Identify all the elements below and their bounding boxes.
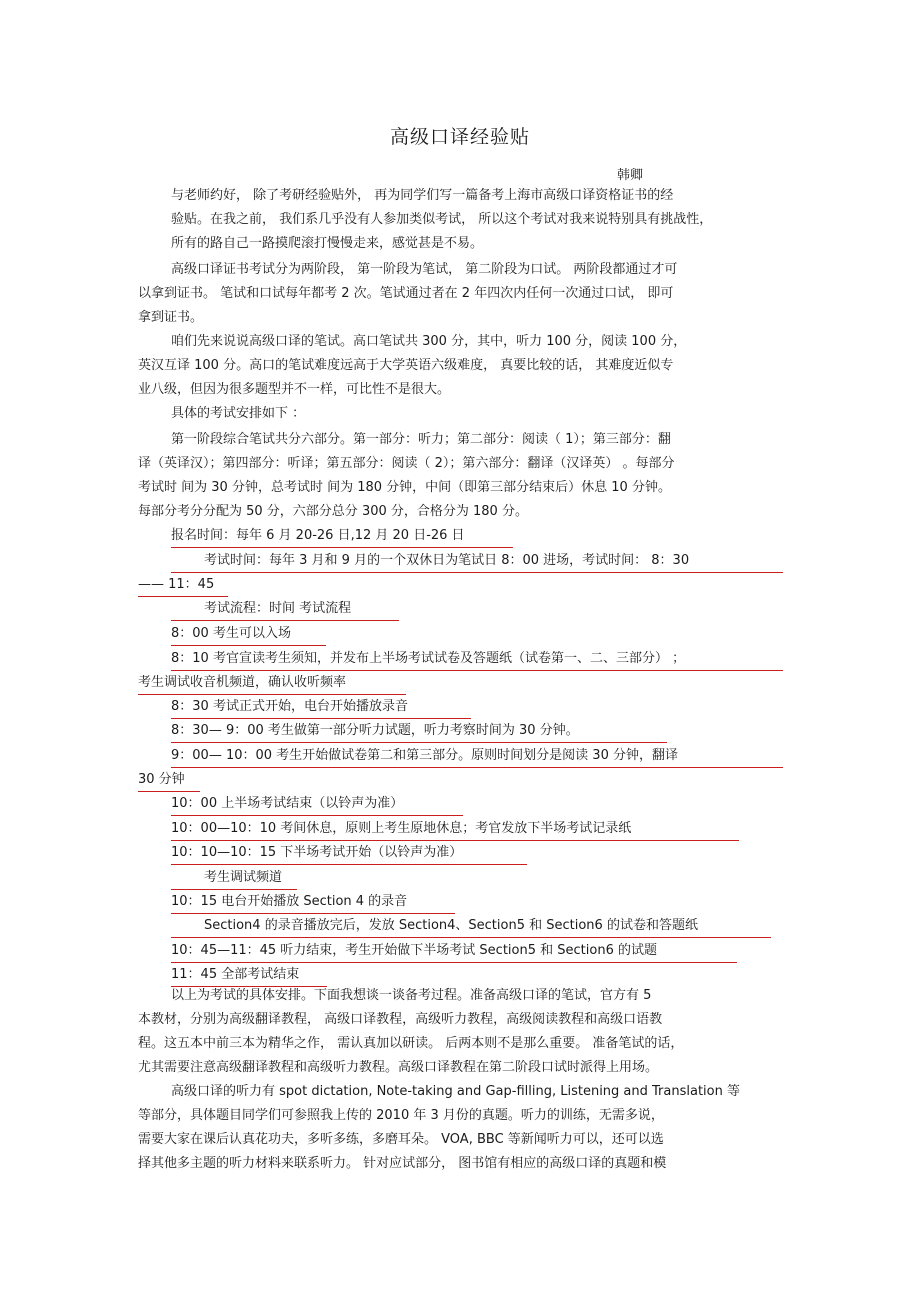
schedule-line: 9：00— 10：00 考生开始做试卷第二和第三部分。原则时间划分是阅读 30 分钟，翻译 — [171, 744, 783, 768]
schedule-line: 8：30 考试正式开始，电台开始播放录音 — [171, 695, 471, 719]
schedule-line: 8：30— 9：00 考生做第一部分听力试题，听力考察时间为 30 分钟。 — [171, 719, 667, 743]
text-line: 程。这五本中前三本为精华之作， 需认真加以研读。 后两本则不是那么重要。 准备笔试的话， — [138, 1036, 684, 1051]
schedule-line: 10：00 上半场考试结束（以铃声为准） — [171, 792, 463, 816]
schedule-line: Section4 的录音播放完后，发放 Section4、Section5 和 Section6 的试卷和答题纸 — [171, 914, 771, 938]
schedule-line: 考生调试频道 — [171, 866, 297, 890]
text-line: 高级口译的听力有 spot dictation, Note-taking and Gap-filling, Listening and Translation 等 — [171, 1084, 740, 1099]
paragraph-exam-stages — [138, 258, 784, 330]
paragraph-arrangement-intro — [138, 402, 784, 426]
schedule-line: 10：15 电台开始播放 Section 4 的录音 — [171, 890, 455, 914]
schedule-line: 考试流程：时间 考试流程 — [171, 597, 399, 621]
text-line: 验贴。在我之前， 我们系几乎没有人参加类似考试， 所以这个考试对我来说特别具有挑战性， — [171, 212, 713, 227]
text-line: 业八级，但因为很多题型并不一样，可比性不是很大。 — [138, 382, 451, 397]
paragraph-preparation — [138, 984, 784, 1080]
text-line: 高级口译证书考试分为两阶段， 第一阶段为笔试， 第二阶段为口试。 两阶段都通过才可 — [171, 262, 678, 277]
schedule-line: 10：10—10：15 下半场考试开始（以铃声为准） — [171, 841, 527, 865]
text-line: 等部分，具体题目同学们可参照我上传的 2010 年 3 月份的真题。听力的训练，无需多说， — [138, 1108, 664, 1123]
schedule-line: 8：10 考官宣读考生须知，并发布上半场考试试卷及答题纸（试卷第一、二、三部分） ； — [171, 647, 783, 671]
text-line: 以上为考试的具体安排。下面我想谈一谈备考过程。准备高级口译的笔试，官方有 5 — [171, 988, 652, 1003]
paragraph-listening — [138, 1080, 784, 1176]
text-line: 拿到证书。 — [138, 310, 204, 325]
text-line: 咱们先来说说高级口译的笔试。高口笔试共 300 分，其中，听力 100 分，阅读 100 分， — [171, 334, 687, 349]
text-line: 本教材，分别为高级翻译教程， 高级口译教程，高级听力教程，高级阅读教程和高级口语教 — [138, 1012, 663, 1027]
schedule-line: 11：45 全部考试结束 — [171, 963, 327, 987]
text-line: 英汉互译 100 分。高口的笔试难度远高于大学英语六级难度， 真要比较的话， 其难度近似专 — [138, 358, 674, 373]
text-line: 择其他多主题的听力材料来联系听力。 针对应试部分， 图书馆有相应的高级口译的真题和模 — [138, 1156, 667, 1171]
text-line: 需要大家在课后认真花功夫，多听多练，多磨耳朵。 VOA, BBC 等新闻听力可以，还可以选 — [138, 1132, 664, 1147]
schedule-line: —— 11：45 — [138, 573, 228, 597]
text-line: 与老师约好， 除了考研经验贴外， 再为同学们写一篇备考上海市高级口译资格证书的经 — [171, 188, 674, 203]
schedule-line: 8：00 考生可以入场 — [171, 622, 326, 646]
text-line: 考试时 间为 30 分钟，总考试时 间为 180 分钟，中间（即第三部分结束后）休息 10 分钟。 — [138, 480, 671, 495]
paragraph-written-exam — [138, 330, 784, 402]
paragraph-intro — [138, 184, 784, 256]
schedule-line: 考生调试收音机频道，确认收听频率 — [138, 671, 406, 695]
schedule-line: 30 分钟 — [138, 768, 200, 792]
schedule-line: 10：45—11：45 听力结束，考生开始做下半场考试 Section5 和 Section6 的试题 — [171, 939, 737, 963]
text-line: 尤其需要注意高级翻译教程和高级听力教程。高级口译教程在第二阶段口试时派得上用场。 — [138, 1060, 659, 1075]
text-line: 具体的考试安排如下 ： — [171, 406, 306, 421]
paragraph-six-parts — [138, 428, 784, 524]
document-title: 高级口译经验贴 — [389, 126, 530, 148]
text-line: 所有的路自己一路摸爬滚打慢慢走来，感觉甚是不易。 — [171, 236, 484, 251]
author-name: 韩卿 — [617, 168, 644, 183]
schedule-line: 考试时间：每年 3 月和 9 月的一个双休日为笔试日 8：00 进场，考试时间： 8：30 — [171, 549, 783, 573]
text-line: 以拿到证书。 笔试和口试每年都考 2 次。笔试通过者在 2 年四次内任何一次通过口试， 即可 — [138, 286, 674, 301]
text-line: 第一阶段综合笔试共分六部分。第一部分：听力；第二部分：阅读（ 1）；第三部分：翻 — [171, 432, 671, 447]
text-line: 每部分考分分配为 50 分，六部分总分 300 分，合格分为 180 分。 — [138, 504, 528, 519]
text-line: 译（英译汉）；第四部分：听译；第五部分：阅读（ 2）；第六部分：翻译（汉译英） 。每部分 — [138, 456, 675, 471]
schedule-line: 10：00—10：10 考间休息，原则上考生原地休息；考官发放下半场考试记录纸 — [171, 817, 739, 841]
schedule-line: 报名时间：每年 6 月 20-26 日,12 月 20 日-26 日 — [171, 524, 513, 548]
